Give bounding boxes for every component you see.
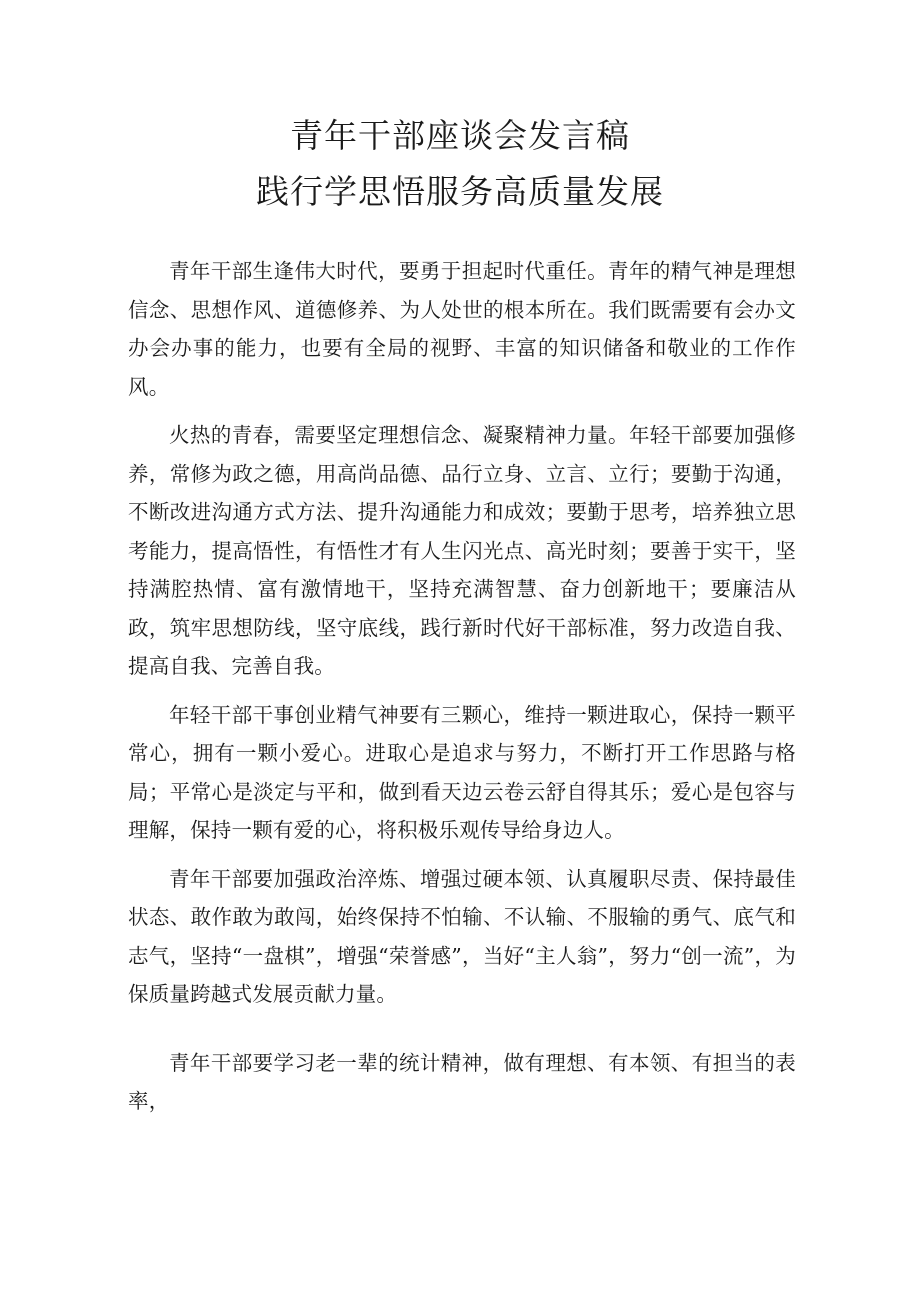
paragraph-1: 青年干部生逢伟大时代，要勇于担起时代重任。青年的精气神是理想信念、思想作风、道德修养、为人处世的根本所在。我们既需要有会办文办会办事的能力，也要有全局的视野、丰富的知识储备和敬业的工作作风。 [128, 259, 796, 399]
document-body [128, 252, 796, 1121]
paragraph-3: 年轻干部干事创业精气神要有三颗心，维持一颗进取心，保持一颗平常心，拥有一颗小爱心。进取心是追求与努力，不断打开工作思路与格局；平常心是淡定与平和，做到看天边云卷云舒自得其乐；爱心是包容与理解，保持一颗有爱的心，将积极乐观传导给身边人。 [128, 702, 796, 842]
document-title [0, 108, 920, 220]
paragraph-2: 火热的青春，需要坚定理想信念、凝聚精神力量。年轻干部要加强修养，常修为政之德，用高尚品德、品行立身、立言、立行；要勤于沟通，不断改进沟通方式方法、提升沟通能力和成效；要勤于思考，培养独立思考能力，提高悟性，有悟性才有人生闪光点、高光时刻；要善于实干，坚持满腔热情、富有激情地干，坚持充满智慧、奋力创新地干；要廉洁从政，筑牢思想防线，坚守底线，践行新时代好干部标准，努力改造自我、提高自我、完善自我。 [128, 423, 796, 678]
paragraph-5: 青年干部要学习老一辈的统计精神，做有理想、有本领、有担当的表率， [128, 1050, 796, 1113]
paragraph-4: 青年干部要加强政治淬炼、增强过硬本领、认真履职尽责、保持最佳状态、敢作敢为敢闯，始终保持不怕输、不认输、不服输的勇气、底气和志气，坚持“一盘棋”，增强“荣誉感”，当好“主人翁”，努力“创一流”，为保质量跨越式发展贡献力量。 [128, 866, 796, 1006]
title-line-1: 青年干部座谈会发言稿 [290, 116, 630, 155]
title-line-2: 践行学思悟服务高质量发展 [256, 172, 664, 211]
